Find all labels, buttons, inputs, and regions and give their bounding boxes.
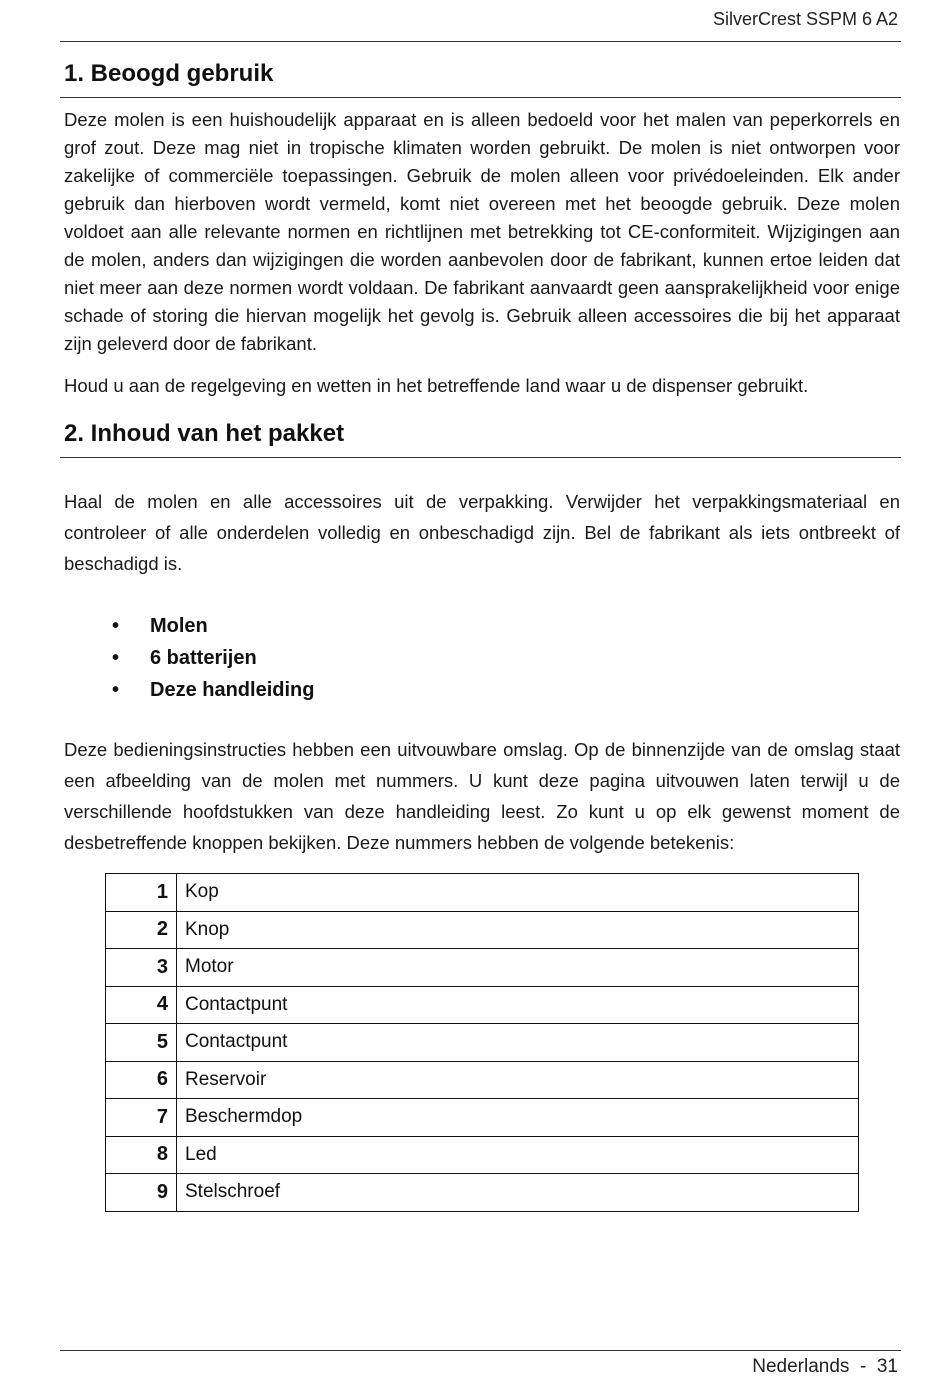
part-number: 3 [106,949,177,987]
table-row [106,1061,859,1099]
regulations-paragraph: Houd u aan de regelgeving en wetten in het betreffende land waar u de dispenser gebruikt. [64,375,809,396]
part-name: Contactpunt [177,986,859,1024]
part-number: 5 [106,1024,177,1062]
section-heading-beoogd-gebruik: 1. Beoogd gebruik [64,60,274,87]
bullet-icon: • [112,679,120,701]
part-number: 2 [106,911,177,949]
part-number: 8 [106,1136,177,1174]
unpacking-paragraph: Haal de molen en alle accessoires uit de verpakking. Verwijder het verpakkingsmateriaal en controleer of alle onderdelen volledig en onbeschadigd zijn. Bel de fabrikant als iets ontbreekt of beschadigd is. [64,491,900,574]
table-row [106,1136,859,1174]
part-number: 4 [106,986,177,1024]
table-row [106,1174,859,1212]
part-name: Beschermdop [177,1099,859,1137]
list-item: • Molen [112,610,314,642]
part-name: Motor [177,949,859,987]
instructions-paragraph: Deze bedieningsinstructies hebben een uitvouwbare omslag. Op de binnenzijde van de omslag staat een afbeelding van de molen met nummers. U kunt deze pagina uitvouwen laten terwijl u de verschillende hoofdstukken van deze handleiding leest. Zo kunt u op elk gewenst moment de desbetreffende knoppen bekijken. Deze nummers hebben de volgende betekenis: [64,739,900,853]
part-number: 9 [106,1174,177,1212]
section-divider [60,97,901,98]
page-number: 31 [876,1356,898,1377]
header-divider [60,41,901,42]
part-name: Contactpunt [177,1024,859,1062]
table-row [106,1099,859,1137]
part-number: 1 [106,874,177,912]
document-title: SilverCrest SSPM 6 A2 [712,9,898,29]
table-row [106,911,859,949]
part-name: Reservoir [177,1061,859,1099]
table-row [106,1024,859,1062]
part-name: Knop [177,911,859,949]
part-name: Stelschroef [177,1174,859,1212]
footer-language: Nederlands [752,1356,850,1377]
parts-table [105,873,859,1212]
section-heading-inhoud-pakket: 2. Inhoud van het pakket [64,420,345,447]
list-item: • Deze handleiding [112,674,314,706]
section-divider [60,457,901,458]
package-contents-list [112,610,314,706]
intended-use-paragraph: Deze molen is een huishoudelijk apparaat en is alleen bedoeld voor het malen van peperkorrels en grof zout. Deze mag niet in tropische klimaten worden gebruikt. De molen is niet ontworpen voor zakelijke of commerciële toepassingen. Gebruik de molen alleen voor privédoeleinden. Elk ander gebruik dan hierboven wordt vermeld, komt niet overeen met het beoogde gebruik. Deze molen voldoet aan alle relevante normen en richtlijnen met betrekking tot CE-conformiteit. Wijzigingen aan de molen, anders dan wijzigingen die worden aanbevolen door de fabrikant, kunnen ertoe leiden dat niet meer aan deze normen wordt voldaan. De fabrikant aanvaardt geen aansprakelijkheid voor enige schade of storing die hiervan mogelijk het gevolg is. Gebruik alleen accessoires die bij het apparaat zijn geleverd door de fabrikant. [64,109,900,354]
table-row [106,986,859,1024]
footer-separator: - [859,1356,867,1377]
table-row [106,874,859,912]
part-number: 7 [106,1099,177,1137]
part-name: Kop [177,874,859,912]
bullet-icon: • [112,615,120,637]
bullet-icon: • [112,647,120,669]
part-name: Led [177,1136,859,1174]
part-number: 6 [106,1061,177,1099]
footer-divider [60,1350,901,1351]
table-row [106,949,859,987]
footer-page-info [752,1356,898,1378]
list-item: • 6 batterijen [112,642,314,674]
